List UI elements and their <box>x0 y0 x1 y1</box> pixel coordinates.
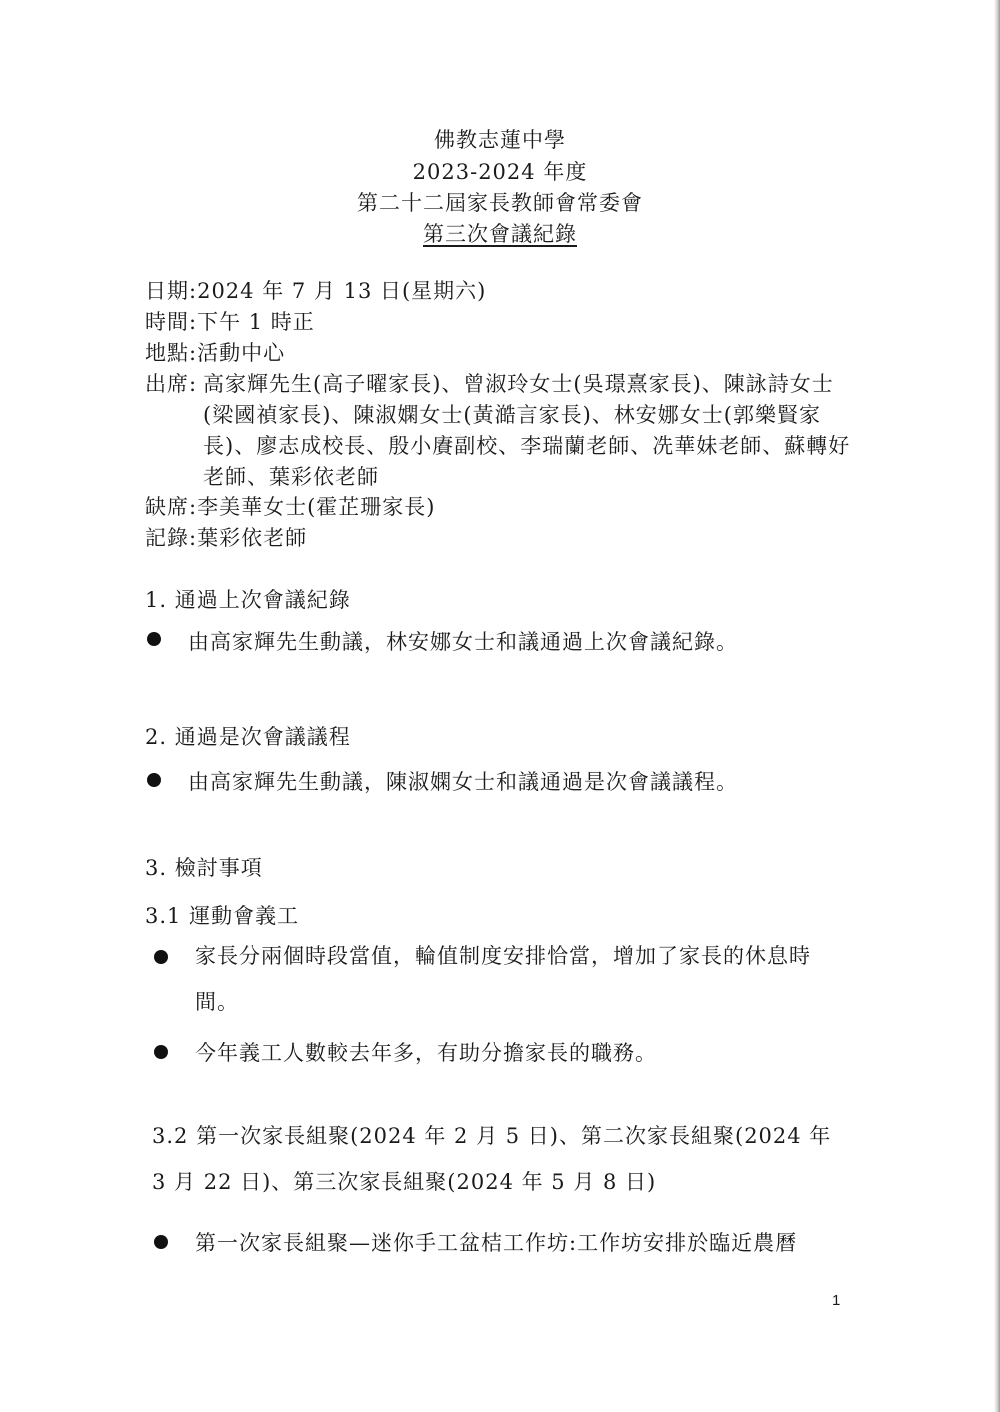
section-2-title: 2. 通過是次會議議程 <box>145 725 351 749</box>
committee-name: 第二十二屆家長教師會常委會 <box>357 191 643 215</box>
absent-label: 缺席: <box>145 495 198 519</box>
bullet-dot <box>154 1235 168 1249</box>
time-label: 時間: <box>145 310 198 334</box>
absent-row <box>145 492 435 523</box>
present-value: 高家輝先生(高子曜家長)、曾淑玲女士(吳璟熹家長)、陳詠詩女士(梁國禎家長)、陳淑嫻女士(黃澔言家長)、林安娜女士(郭樂賢家長)、廖志成校長、殷小賡副校、李瑞蘭老師、冼華妹老師、蘇轉好老師、葉彩依老師 <box>203 372 851 489</box>
minutes-title-text: 第三次會議紀錄 <box>423 222 577 246</box>
section-3-title: 3. 檢討事項 <box>145 856 263 880</box>
bullet-dot <box>147 773 161 787</box>
date-value: 2024 年 7 月 13 日(星期六) <box>197 279 487 303</box>
section-3-1-bullet-1: 家長分兩個時段當值，輪值制度安排恰當，增加了家長的休息時間。 <box>195 944 811 1014</box>
date-row <box>145 276 486 307</box>
section-1-title: 1. 通過上次會議紀錄 <box>145 588 351 612</box>
date-label: 日期: <box>145 279 198 303</box>
school-name: 佛教志蓮中學 <box>434 128 566 152</box>
recorder-value: 葉彩依老師 <box>197 526 308 550</box>
section-3-1-bullet-2: 今年義工人數較去年多，有助分擔家長的職務。 <box>195 1041 657 1065</box>
section-3-1-title: 3.1 運動會義工 <box>145 904 300 928</box>
recorder-row <box>145 523 307 554</box>
venue-label: 地點: <box>145 341 198 365</box>
time-row <box>145 307 315 338</box>
venue-value: 活動中心 <box>197 341 286 365</box>
page-number: 1 <box>832 1292 841 1309</box>
venue-row <box>145 338 285 369</box>
absent-value: 李美華女士(霍芷珊家長) <box>197 495 436 519</box>
bullet-dot <box>147 632 161 646</box>
section-3-2-title: 3.2 第一次家長組聚(2024 年 2 月 5 日)、第二次家長組聚(2024 年 3 月 22 日)、第三次家長組聚(2024 年 5 月 8 日) <box>152 1124 832 1194</box>
time-value: 下午 1 時正 <box>197 310 315 334</box>
recorder-label: 記錄: <box>145 526 198 550</box>
school-year: 2023-2024 年度 <box>412 160 588 184</box>
present-row <box>145 369 855 493</box>
section-3-2-bullet-1: 第一次家長組聚—迷你手工盆桔工作坊:工作坊安排於臨近農曆 <box>195 1231 798 1255</box>
minutes-title <box>0 218 1000 248</box>
present-label: 出席: <box>145 372 198 396</box>
bullet-dot <box>154 1045 168 1059</box>
bullet-dot <box>154 950 168 964</box>
section-1-bullet: 由高家輝先生動議，林安娜女士和議通過上次會議紀錄。 <box>188 630 738 654</box>
section-2-bullet: 由高家輝先生動議，陳淑嫻女士和議通過是次會議議程。 <box>188 770 738 794</box>
